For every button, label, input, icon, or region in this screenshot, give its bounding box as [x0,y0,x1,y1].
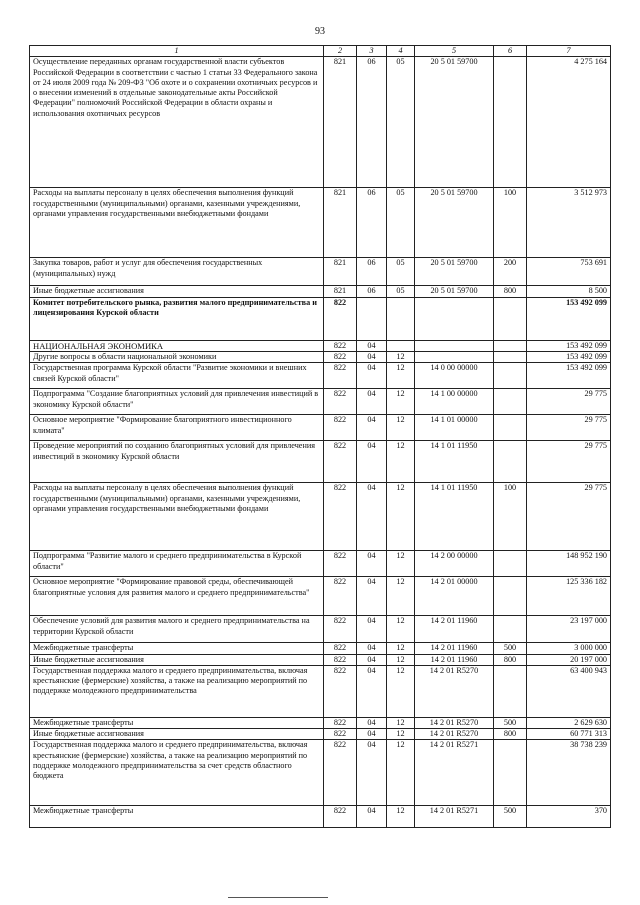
row-expense-type [494,577,527,616]
row-grbs: 822 [324,643,357,654]
row-amount: 60 771 313 [527,729,611,740]
row-section: 04 [357,717,387,728]
row-expense-type [494,389,527,415]
table-row [30,415,611,441]
row-section: 04 [357,441,387,483]
row-section: 04 [357,665,387,717]
row-subsection: 12 [387,806,415,828]
table-row [30,286,611,297]
row-grbs: 821 [324,286,357,297]
row-subsection: 12 [387,389,415,415]
row-name: Основное мероприятие "Формирование правовой среды, обеспечивающей благоприятные условия для развития малого и среднего предпринимательства" [30,577,324,616]
row-expense-type [494,415,527,441]
table-row [30,643,611,654]
row-subsection: 12 [387,352,415,363]
row-subsection: 12 [387,483,415,551]
row-subsection: 05 [387,286,415,297]
row-target-article: 14 2 01 11960 [415,616,494,643]
row-subsection: 05 [387,258,415,286]
table-row [30,441,611,483]
row-section: 04 [357,340,387,352]
row-amount: 8 500 [527,286,611,297]
row-target-article: 14 2 01 R5270 [415,717,494,728]
row-name: Проведение мероприятий по созданию благоприятных условий для привлечения инвестиций в экономику Курской области [30,441,324,483]
row-amount: 29 775 [527,483,611,551]
table-row [30,729,611,740]
row-expense-type: 200 [494,258,527,286]
row-grbs: 821 [324,258,357,286]
row-subsection: 12 [387,654,415,665]
row-name: Государственная поддержка малого и среднего предпринимательства, включая крестьянские (фермерские) хозяйства, а также на реализацию мероприятий по поддержке молодежного предпринимательства [30,665,324,717]
row-name: Подпрограмма "Создание благоприятных условий для привлечения инвестиций в экономику Курской области" [30,389,324,415]
row-amount: 753 691 [527,258,611,286]
row-name: Межбюджетные трансферты [30,806,324,828]
row-name: НАЦИОНАЛЬНАЯ ЭКОНОМИКА [30,340,324,352]
table-row [30,340,611,352]
row-amount: 153 492 099 [527,340,611,352]
row-subsection: 12 [387,616,415,643]
row-name: Иные бюджетные ассигнования [30,654,324,665]
row-grbs: 822 [324,363,357,389]
row-target-article: 14 0 00 00000 [415,363,494,389]
row-expense-type: 100 [494,188,527,258]
row-section: 04 [357,415,387,441]
row-expense-type [494,551,527,577]
row-grbs: 822 [324,806,357,828]
row-section: 04 [357,643,387,654]
row-grbs: 821 [324,188,357,258]
header-cell: 6 [494,46,527,57]
table-row [30,665,611,717]
row-grbs: 822 [324,616,357,643]
table-row [30,352,611,363]
row-amount: 63 400 943 [527,665,611,717]
row-name: Осуществление переданных органам государственной власти субъектов Российской Федерации в соответствии с частью 1 статьи 33 Федерального закона от 24 июля 2009 года № 209-ФЗ "Об охоте и о сохранении охотничьих ресурсов и о внесении изменений в отдельные законодательные акты Российской Федерации" полномочий Российской Федерации в области охраны и использования охотничьих ресурсов [30,57,324,188]
row-grbs: 822 [324,415,357,441]
row-amount: 153 492 099 [527,363,611,389]
row-amount: 29 775 [527,389,611,415]
row-target-article: 14 2 01 11960 [415,654,494,665]
row-target-article: 14 2 01 R5270 [415,665,494,717]
budget-table [29,45,611,828]
row-amount: 153 492 099 [527,352,611,363]
row-amount: 20 197 000 [527,654,611,665]
row-expense-type: 800 [494,654,527,665]
row-name: Межбюджетные трансферты [30,717,324,728]
row-expense-type: 500 [494,717,527,728]
row-expense-type [494,297,527,340]
row-name: Иные бюджетные ассигнования [30,729,324,740]
row-target-article: 14 2 01 R5271 [415,740,494,806]
row-amount: 3 512 973 [527,188,611,258]
row-section: 04 [357,654,387,665]
row-subsection: 12 [387,363,415,389]
row-amount: 29 775 [527,415,611,441]
table-row [30,483,611,551]
header-cell: 3 [357,46,387,57]
row-section [357,297,387,340]
row-expense-type: 800 [494,729,527,740]
table-row [30,654,611,665]
table-row [30,740,611,806]
row-grbs: 822 [324,740,357,806]
row-section: 06 [357,258,387,286]
row-expense-type: 800 [494,286,527,297]
row-grbs: 821 [324,57,357,188]
row-name: Другие вопросы в области национальной экономики [30,352,324,363]
row-name: Комитет потребительского рынка, развития малого предпринимательства и лицензирования Курской области [30,297,324,340]
row-grbs: 822 [324,729,357,740]
row-subsection: 12 [387,441,415,483]
row-amount: 125 336 182 [527,577,611,616]
row-name: Государственная программа Курской области "Развитие экономики и внешних связей Курской области" [30,363,324,389]
row-section: 04 [357,483,387,551]
row-expense-type: 500 [494,806,527,828]
table-row [30,297,611,340]
footer-rule [228,897,328,898]
row-section: 04 [357,551,387,577]
row-grbs: 822 [324,665,357,717]
row-name: Государственная поддержка малого и среднего предпринимательства, включая крестьянские (фермерские) хозяйства, а также на реализацию мероприятий по поддержке молодежного предпринимательства за счет средств областного бюджета [30,740,324,806]
row-section: 06 [357,286,387,297]
row-target-article: 20 5 01 59700 [415,286,494,297]
row-expense-type [494,57,527,188]
row-target-article: 14 2 01 R5270 [415,729,494,740]
row-expense-type [494,363,527,389]
row-target-article [415,352,494,363]
row-name: Иные бюджетные ассигнования [30,286,324,297]
row-target-article [415,340,494,352]
row-grbs: 822 [324,483,357,551]
row-target-article: 14 1 01 00000 [415,415,494,441]
row-grbs: 822 [324,551,357,577]
table-row [30,389,611,415]
row-target-article: 20 5 01 59700 [415,258,494,286]
row-subsection: 12 [387,577,415,616]
row-amount: 2 629 630 [527,717,611,728]
row-amount: 38 738 239 [527,740,611,806]
header-cell: 1 [30,46,324,57]
row-subsection: 12 [387,717,415,728]
row-amount: 29 775 [527,441,611,483]
table-row [30,363,611,389]
header-cell: 2 [324,46,357,57]
row-subsection: 12 [387,643,415,654]
header-cell: 7 [527,46,611,57]
row-name: Расходы на выплаты персоналу в целях обеспечения выполнения функций государственными (муниципальными) органами, казенными учреждениями, органами управления государственными внебюджетными фондами [30,188,324,258]
row-expense-type [494,665,527,717]
table-row [30,188,611,258]
row-amount: 370 [527,806,611,828]
row-subsection: 05 [387,57,415,188]
row-section: 06 [357,57,387,188]
row-target-article: 14 1 01 11950 [415,441,494,483]
row-section: 04 [357,729,387,740]
row-grbs: 822 [324,441,357,483]
row-subsection [387,340,415,352]
row-section: 04 [357,363,387,389]
row-amount: 3 000 000 [527,643,611,654]
row-expense-type [494,340,527,352]
row-target-article: 14 1 01 11950 [415,483,494,551]
row-section: 04 [357,577,387,616]
header-cell: 5 [415,46,494,57]
row-expense-type: 500 [494,643,527,654]
header-row [30,46,611,57]
row-grbs: 822 [324,389,357,415]
row-target-article: 14 2 00 00000 [415,551,494,577]
row-section: 04 [357,389,387,415]
table-row [30,577,611,616]
row-subsection: 12 [387,740,415,806]
row-name: Межбюджетные трансферты [30,643,324,654]
row-subsection: 12 [387,665,415,717]
row-expense-type [494,441,527,483]
row-section: 06 [357,188,387,258]
row-subsection: 12 [387,551,415,577]
row-target-article: 20 5 01 59700 [415,57,494,188]
row-expense-type [494,352,527,363]
row-subsection [387,297,415,340]
row-expense-type [494,616,527,643]
row-target-article [415,297,494,340]
table-row [30,616,611,643]
table-row [30,717,611,728]
row-grbs: 822 [324,352,357,363]
row-target-article: 14 1 00 00000 [415,389,494,415]
row-amount: 23 197 000 [527,616,611,643]
row-section: 04 [357,352,387,363]
row-target-article: 20 5 01 59700 [415,188,494,258]
row-expense-type: 100 [494,483,527,551]
header-cell: 4 [387,46,415,57]
row-target-article: 14 2 01 R5271 [415,806,494,828]
table-row [30,806,611,828]
row-grbs: 822 [324,340,357,352]
row-section: 04 [357,806,387,828]
row-subsection: 12 [387,729,415,740]
row-grbs: 822 [324,577,357,616]
row-name: Подпрограмма "Развитие малого и среднего предпринимательства в Курской области" [30,551,324,577]
row-expense-type [494,740,527,806]
row-name: Обеспечение условий для развития малого и среднего предпринимательства на территории Курской области [30,616,324,643]
row-grbs: 822 [324,717,357,728]
table-row [30,551,611,577]
row-grbs: 822 [324,297,357,340]
row-section: 04 [357,740,387,806]
page-number: 93 [315,26,325,37]
row-name: Закупка товаров, работ и услуг для обеспечения государственных (муниципальных) нужд [30,258,324,286]
row-amount: 153 492 099 [527,297,611,340]
row-name: Расходы на выплаты персоналу в целях обеспечения выполнения функций государственными (муниципальными) органами, казенными учреждениями, органами управления государственными внебюджетными фондами [30,483,324,551]
row-amount: 4 275 164 [527,57,611,188]
row-grbs: 822 [324,654,357,665]
row-target-article: 14 2 01 00000 [415,577,494,616]
row-amount: 148 952 190 [527,551,611,577]
row-subsection: 12 [387,415,415,441]
row-subsection: 05 [387,188,415,258]
row-section: 04 [357,616,387,643]
table-row [30,57,611,188]
row-target-article: 14 2 01 11960 [415,643,494,654]
row-name: Основное мероприятие "Формирование благоприятного инвестиционного климата" [30,415,324,441]
table-row [30,258,611,286]
